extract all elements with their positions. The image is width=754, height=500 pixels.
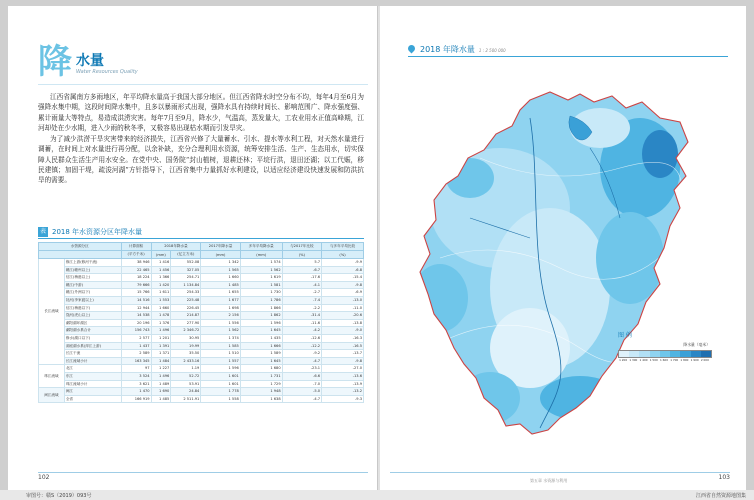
value-cell: 2 511.91 <box>171 395 201 403</box>
map-scale: 1 : 2 500 000 <box>478 48 506 53</box>
paragraph: 为了减少洪涝干旱灾害带来的经济损失，江西省兴修了大量蓄水、引水、提水等水利工程，对天然水量进行调蓄，在时间上对水量进行再分配，以余补缺，充分合理利用水资源，统筹安排生活、生产、生态用水，切实保障人民群众生活生产用水安全。在党中央、国务院“封山植树，退耕还林；平垸行洪，退田还湖；以工代赈，移民建镇；加固干堤，疏浚河湖”方针指导下，江西省集中力量抓好水利建设，以适应经济建设快速发展和防洪抗旱的需要。 <box>38 135 364 185</box>
value-cell: 1 601 <box>201 372 240 380</box>
legend-unit: 降水量（毫米） <box>683 342 710 347</box>
value-cell: 1 581 <box>240 281 282 289</box>
value-cell: 2 433.16 <box>171 357 201 365</box>
value-cell: 1 585 <box>201 342 240 350</box>
value-cell: -4.7 <box>282 357 321 365</box>
legend-label: 1 700 <box>670 358 679 362</box>
table-row <box>39 350 364 358</box>
value-cell: 24.84 <box>171 388 201 396</box>
table-row <box>39 388 364 396</box>
right-page <box>380 6 746 490</box>
value-cell: -23.1 <box>282 365 321 373</box>
value-cell: 1 489 <box>151 380 171 388</box>
value-cell: 38 946 <box>121 259 151 267</box>
value-cell: -11.6 <box>282 319 321 327</box>
table-header-row <box>39 243 364 251</box>
map-fill <box>380 58 746 468</box>
value-cell: 1 342 <box>201 259 240 267</box>
value-cell: 1 655 <box>201 289 240 297</box>
legend-swatch <box>629 351 639 357</box>
value-cell: 18 224 <box>121 274 151 282</box>
table-row <box>39 395 364 403</box>
table-title: 2018 年水资源分区年降水量 <box>52 228 143 236</box>
table-row <box>39 357 364 365</box>
value-cell: 3 621 <box>121 380 151 388</box>
unit-cell: (%) <box>282 251 321 259</box>
value-cell: 5.7 <box>282 259 321 267</box>
col-header: 与多年平均比较 <box>322 243 364 251</box>
region-cell: 修水(湖口以下) <box>64 334 121 342</box>
value-cell: 2 589 <box>121 350 151 358</box>
value-cell: -13.6 <box>322 372 364 380</box>
paragraph: 江西省属南方多雨地区，年平均降水量高于我国大部分地区。但江西省降水时空分布不均，每年4月至6月为强降水集中期，这段时间降水集中，且多以暴雨形式出现，强降水具有持续时间长、影响范围广、降水强度强、累计雨量大等特点，易造成洪涝灾害。每年7月至9月，降水少，气温高，蒸发量大，工农业用水正值高峰期，江河却处在少水期，进入少雨的秋冬季，又极容易出现枯水期而引发旱灾。 <box>38 93 364 132</box>
col-header: 计算面积 <box>121 243 151 251</box>
precipitation-map <box>380 58 746 468</box>
title-divider <box>38 84 368 85</box>
table-row <box>39 274 364 282</box>
table-row <box>39 259 364 267</box>
value-cell: 12 944 <box>121 304 151 312</box>
region-cell: 修江上游(修河干流) <box>64 259 121 267</box>
region-cell: 赣江(外洲以下) <box>64 289 121 297</box>
value-cell: 1.19 <box>171 365 201 373</box>
value-cell: -4.7 <box>282 395 321 403</box>
value-cell: 226.45 <box>171 304 201 312</box>
value-cell: 1 557 <box>201 357 240 365</box>
col-header: 2018年降水量 <box>151 243 201 251</box>
table-row <box>39 372 364 380</box>
value-cell: 1 731 <box>240 372 282 380</box>
value-cell: -9.2 <box>282 350 321 358</box>
basin-cell: 长江流域 <box>39 259 65 365</box>
region-cell: 东江 <box>64 372 121 380</box>
value-cell: 1 730 <box>240 289 282 297</box>
value-cell: 20 196 <box>121 319 151 327</box>
table-rule <box>38 238 364 239</box>
value-cell: 52.72 <box>171 372 201 380</box>
page-rule <box>390 472 730 473</box>
region-cell: 长江流域小计 <box>64 357 121 365</box>
value-cell: 1 866 <box>240 304 282 312</box>
value-cell: 1 484 <box>151 357 171 365</box>
value-cell: 19.99 <box>171 342 201 350</box>
value-cell: 2 577 <box>121 334 151 342</box>
table-row <box>39 281 364 289</box>
value-cell: -13.9 <box>322 380 364 388</box>
map-legend <box>618 330 728 390</box>
value-cell: 1 778 <box>201 388 240 396</box>
value-cell: 1 496 <box>151 372 171 380</box>
legend-swatch <box>650 351 660 357</box>
title-character: 降 <box>38 42 72 82</box>
section-subheading: Water Resources Quality <box>76 69 138 75</box>
table-row <box>39 289 364 297</box>
value-cell: -31.4 <box>282 312 321 320</box>
map-pin-icon <box>407 44 417 54</box>
value-cell: 14 538 <box>121 312 151 320</box>
value-cell: 254.33 <box>171 289 201 297</box>
value-cell: 1 366 <box>151 274 171 282</box>
value-cell: 35.50 <box>171 350 201 358</box>
value-cell: -9.8 <box>322 281 364 289</box>
map-rule <box>408 56 728 57</box>
value-cell: 1 611 <box>151 289 171 297</box>
value-cell: 1 376 <box>151 319 171 327</box>
precipitation-table <box>38 242 364 403</box>
value-cell: 22 465 <box>121 266 151 274</box>
value-cell: 1 435 <box>240 334 282 342</box>
region-cell: 鄱阳湖环湖区 <box>64 319 121 327</box>
value-cell: 1 589 <box>240 350 282 358</box>
legend-label: 1 500 <box>649 358 658 362</box>
region-cell: 闽江 <box>64 388 121 396</box>
legend-label: 2 000 <box>700 358 709 362</box>
value-cell: 277.90 <box>171 319 201 327</box>
value-cell: 1 562 <box>201 327 240 335</box>
value-cell: -27.0 <box>322 365 364 373</box>
table-row <box>39 327 364 335</box>
region-cell: 长江干流 <box>64 350 121 358</box>
col-header: 与2017年比较 <box>282 243 321 251</box>
value-cell: 97 <box>121 365 151 373</box>
value-cell: -9.9 <box>322 259 364 267</box>
value-cell: 3 524 <box>121 372 151 380</box>
region-cell: 全省 <box>64 395 121 403</box>
table-row <box>39 304 364 312</box>
page-rule <box>38 472 368 473</box>
value-cell: -9.0 <box>322 327 364 335</box>
legend-label: 1 300 <box>629 358 638 362</box>
value-cell: 1 374 <box>201 334 240 342</box>
value-cell: 1 565 <box>201 266 240 274</box>
map-title <box>408 44 506 55</box>
value-cell: 1 666 <box>240 342 282 350</box>
col-header: 多年平均降水量 <box>240 243 282 251</box>
value-cell: 552.08 <box>171 259 201 267</box>
table-row <box>39 312 364 320</box>
value-cell: 1 619 <box>240 274 282 282</box>
value-cell: 1 556 <box>201 319 240 327</box>
unit-cell: (mm) <box>201 251 240 259</box>
value-cell: 225.48 <box>171 296 201 304</box>
value-cell: 1 562 <box>240 266 282 274</box>
value-cell: 1 558 <box>201 395 240 403</box>
legend-labels <box>618 358 710 362</box>
value-cell: -6.8 <box>322 266 364 274</box>
page-number: 103 <box>718 474 730 481</box>
map-title-text: 2018 年降水量 <box>420 45 475 54</box>
legend-label: 1 900 <box>690 358 699 362</box>
value-cell: 1 134.84 <box>171 281 201 289</box>
col-header: 水资源分区 <box>39 243 122 251</box>
value-cell: 1 645 <box>240 327 282 335</box>
value-cell: -6.9 <box>322 289 364 297</box>
value-cell: 1 574 <box>240 259 282 267</box>
value-cell: 1 596 <box>240 319 282 327</box>
table-body <box>39 259 364 403</box>
legend-label: 1 800 <box>680 358 689 362</box>
value-cell: -11.0 <box>322 304 364 312</box>
value-cell: -13.0 <box>322 296 364 304</box>
value-cell: -9.8 <box>322 357 364 365</box>
basin-cell: 珠江流域 <box>39 365 65 388</box>
legend-swatch <box>619 351 629 357</box>
col-header: 2017年降水量 <box>201 243 240 251</box>
value-cell: -17.6 <box>282 274 321 282</box>
value-cell: 1 391 <box>151 342 171 350</box>
region-cell: 北江 <box>64 365 121 373</box>
table-row <box>39 319 364 327</box>
page-number: 102 <box>38 474 50 481</box>
approval-number: 审图号：赣S（2019）093号 <box>26 493 92 499</box>
value-cell: 1 660 <box>201 274 240 282</box>
value-cell: 1 729 <box>240 380 282 388</box>
value-cell: -12.6 <box>282 334 321 342</box>
value-cell: 1 680 <box>240 365 282 373</box>
value-cell: 1 510 <box>201 350 240 358</box>
value-cell: -15.4 <box>322 274 364 282</box>
value-cell: -13.2 <box>322 388 364 396</box>
value-cell: 163 345 <box>121 357 151 365</box>
value-cell: 15 766 <box>121 289 151 297</box>
value-cell: -7.4 <box>282 296 321 304</box>
value-cell: -13.8 <box>322 319 364 327</box>
basin-cell: 闽江流域 <box>39 388 65 403</box>
value-cell: 1 862 <box>240 312 282 320</box>
legend-swatch <box>691 351 701 357</box>
legend-swatch <box>670 351 680 357</box>
table-unit-row <box>39 251 364 259</box>
table-row <box>39 296 364 304</box>
value-cell: 1 227 <box>151 365 171 373</box>
value-cell: 327.05 <box>171 266 201 274</box>
value-cell: 1 698 <box>201 304 240 312</box>
table-row <box>39 365 364 373</box>
value-cell: 1 478 <box>151 312 171 320</box>
value-cell: -2.2 <box>282 304 321 312</box>
legend-label: 1 200 <box>619 358 628 362</box>
legend-label: 1 400 <box>639 358 648 362</box>
value-cell: 1 660 <box>151 304 171 312</box>
unit-cell: (mm) <box>151 251 171 259</box>
value-cell: 1 416 <box>151 259 171 267</box>
value-cell: 1 601 <box>201 380 240 388</box>
value-cell: 1 638 <box>240 395 282 403</box>
value-cell: 254.71 <box>171 274 201 282</box>
region-cell: 信江(梅港以上) <box>64 274 121 282</box>
table-row <box>39 380 364 388</box>
region-cell: 洞庭湖水系(萍江上游) <box>64 342 121 350</box>
legend-color-bar <box>618 350 712 358</box>
value-cell: -6.6 <box>282 372 321 380</box>
value-cell: 1 485 <box>201 281 240 289</box>
value-cell: -4.1 <box>282 281 321 289</box>
region-cell: 饶河(虎山以上) <box>64 312 121 320</box>
value-cell: -9.3 <box>322 395 364 403</box>
value-cell: 1 496 <box>151 327 171 335</box>
value-cell: 1 677 <box>201 296 240 304</box>
unit-cell: (平方千米) <box>121 251 151 259</box>
left-page <box>8 6 378 490</box>
value-cell: -16.5 <box>322 342 364 350</box>
legend-swatch <box>701 351 711 357</box>
unit-cell: (亿立方米) <box>171 251 201 259</box>
table-row <box>39 266 364 274</box>
table-icon: 表 <box>39 228 46 235</box>
table-heading <box>38 226 364 238</box>
section-title <box>38 44 198 88</box>
value-cell: -13.7 <box>322 350 364 358</box>
unit-cell <box>39 251 122 259</box>
value-cell: 1 690 <box>151 388 171 396</box>
legend-label: 1 600 <box>659 358 668 362</box>
value-cell: 1 470 <box>121 388 151 396</box>
value-cell: -5.0 <box>282 388 321 396</box>
value-cell: -6.7 <box>282 266 321 274</box>
region-cell: 信江(梅港以下) <box>64 304 121 312</box>
value-cell: -20.6 <box>322 312 364 320</box>
value-cell: 2 346.72 <box>171 327 201 335</box>
value-cell: 30.95 <box>171 334 201 342</box>
value-cell: 79 666 <box>121 281 151 289</box>
value-cell: 1 596 <box>201 365 240 373</box>
value-cell: -7.0 <box>282 380 321 388</box>
value-cell: 1 948 <box>240 388 282 396</box>
body-text <box>38 92 364 187</box>
value-cell: 1 553 <box>151 296 171 304</box>
legend-title: 图 例 <box>618 332 632 339</box>
value-cell: -12.2 <box>282 342 321 350</box>
value-cell: 156 743 <box>121 327 151 335</box>
region-cell: 珠江流域小计 <box>64 380 121 388</box>
legend-swatch <box>680 351 690 357</box>
table-row <box>39 342 364 350</box>
legend-swatch <box>639 351 649 357</box>
value-cell: 1 456 <box>151 266 171 274</box>
value-cell: 1 645 <box>240 357 282 365</box>
value-cell: 1 371 <box>151 350 171 358</box>
legend-swatch <box>660 351 670 357</box>
region-cell: 赣江(中游) <box>64 281 121 289</box>
value-cell: -4.2 <box>282 327 321 335</box>
value-cell: 166 919 <box>121 395 151 403</box>
value-cell: -2.7 <box>282 289 321 297</box>
value-cell: 1 420 <box>151 281 171 289</box>
value-cell: -16.3 <box>322 334 364 342</box>
unit-cell: (mm) <box>240 251 282 259</box>
value-cell: 14 516 <box>121 296 151 304</box>
value-cell: 53.91 <box>171 380 201 388</box>
value-cell: 1 786 <box>240 296 282 304</box>
value-cell: 2 156 <box>201 312 240 320</box>
value-cell: 1 437 <box>121 342 151 350</box>
value-cell: 214.87 <box>171 312 201 320</box>
region-cell: 抚河(李家渡以上) <box>64 296 121 304</box>
table-row <box>39 334 364 342</box>
bottom-strip <box>0 490 754 500</box>
unit-cell: (%) <box>322 251 364 259</box>
section-heading: 水量 <box>76 53 104 69</box>
chapter-footer: 第五章 水资源与利用 <box>530 478 568 483</box>
region-cell: 鄱阳湖水系合计 <box>64 327 121 335</box>
value-cell: 1 485 <box>151 395 171 403</box>
region-cell: 赣江(赣州以上) <box>64 266 121 274</box>
value-cell: 1 201 <box>151 334 171 342</box>
atlas-name: 江西省自然资源地图集 <box>695 493 746 499</box>
